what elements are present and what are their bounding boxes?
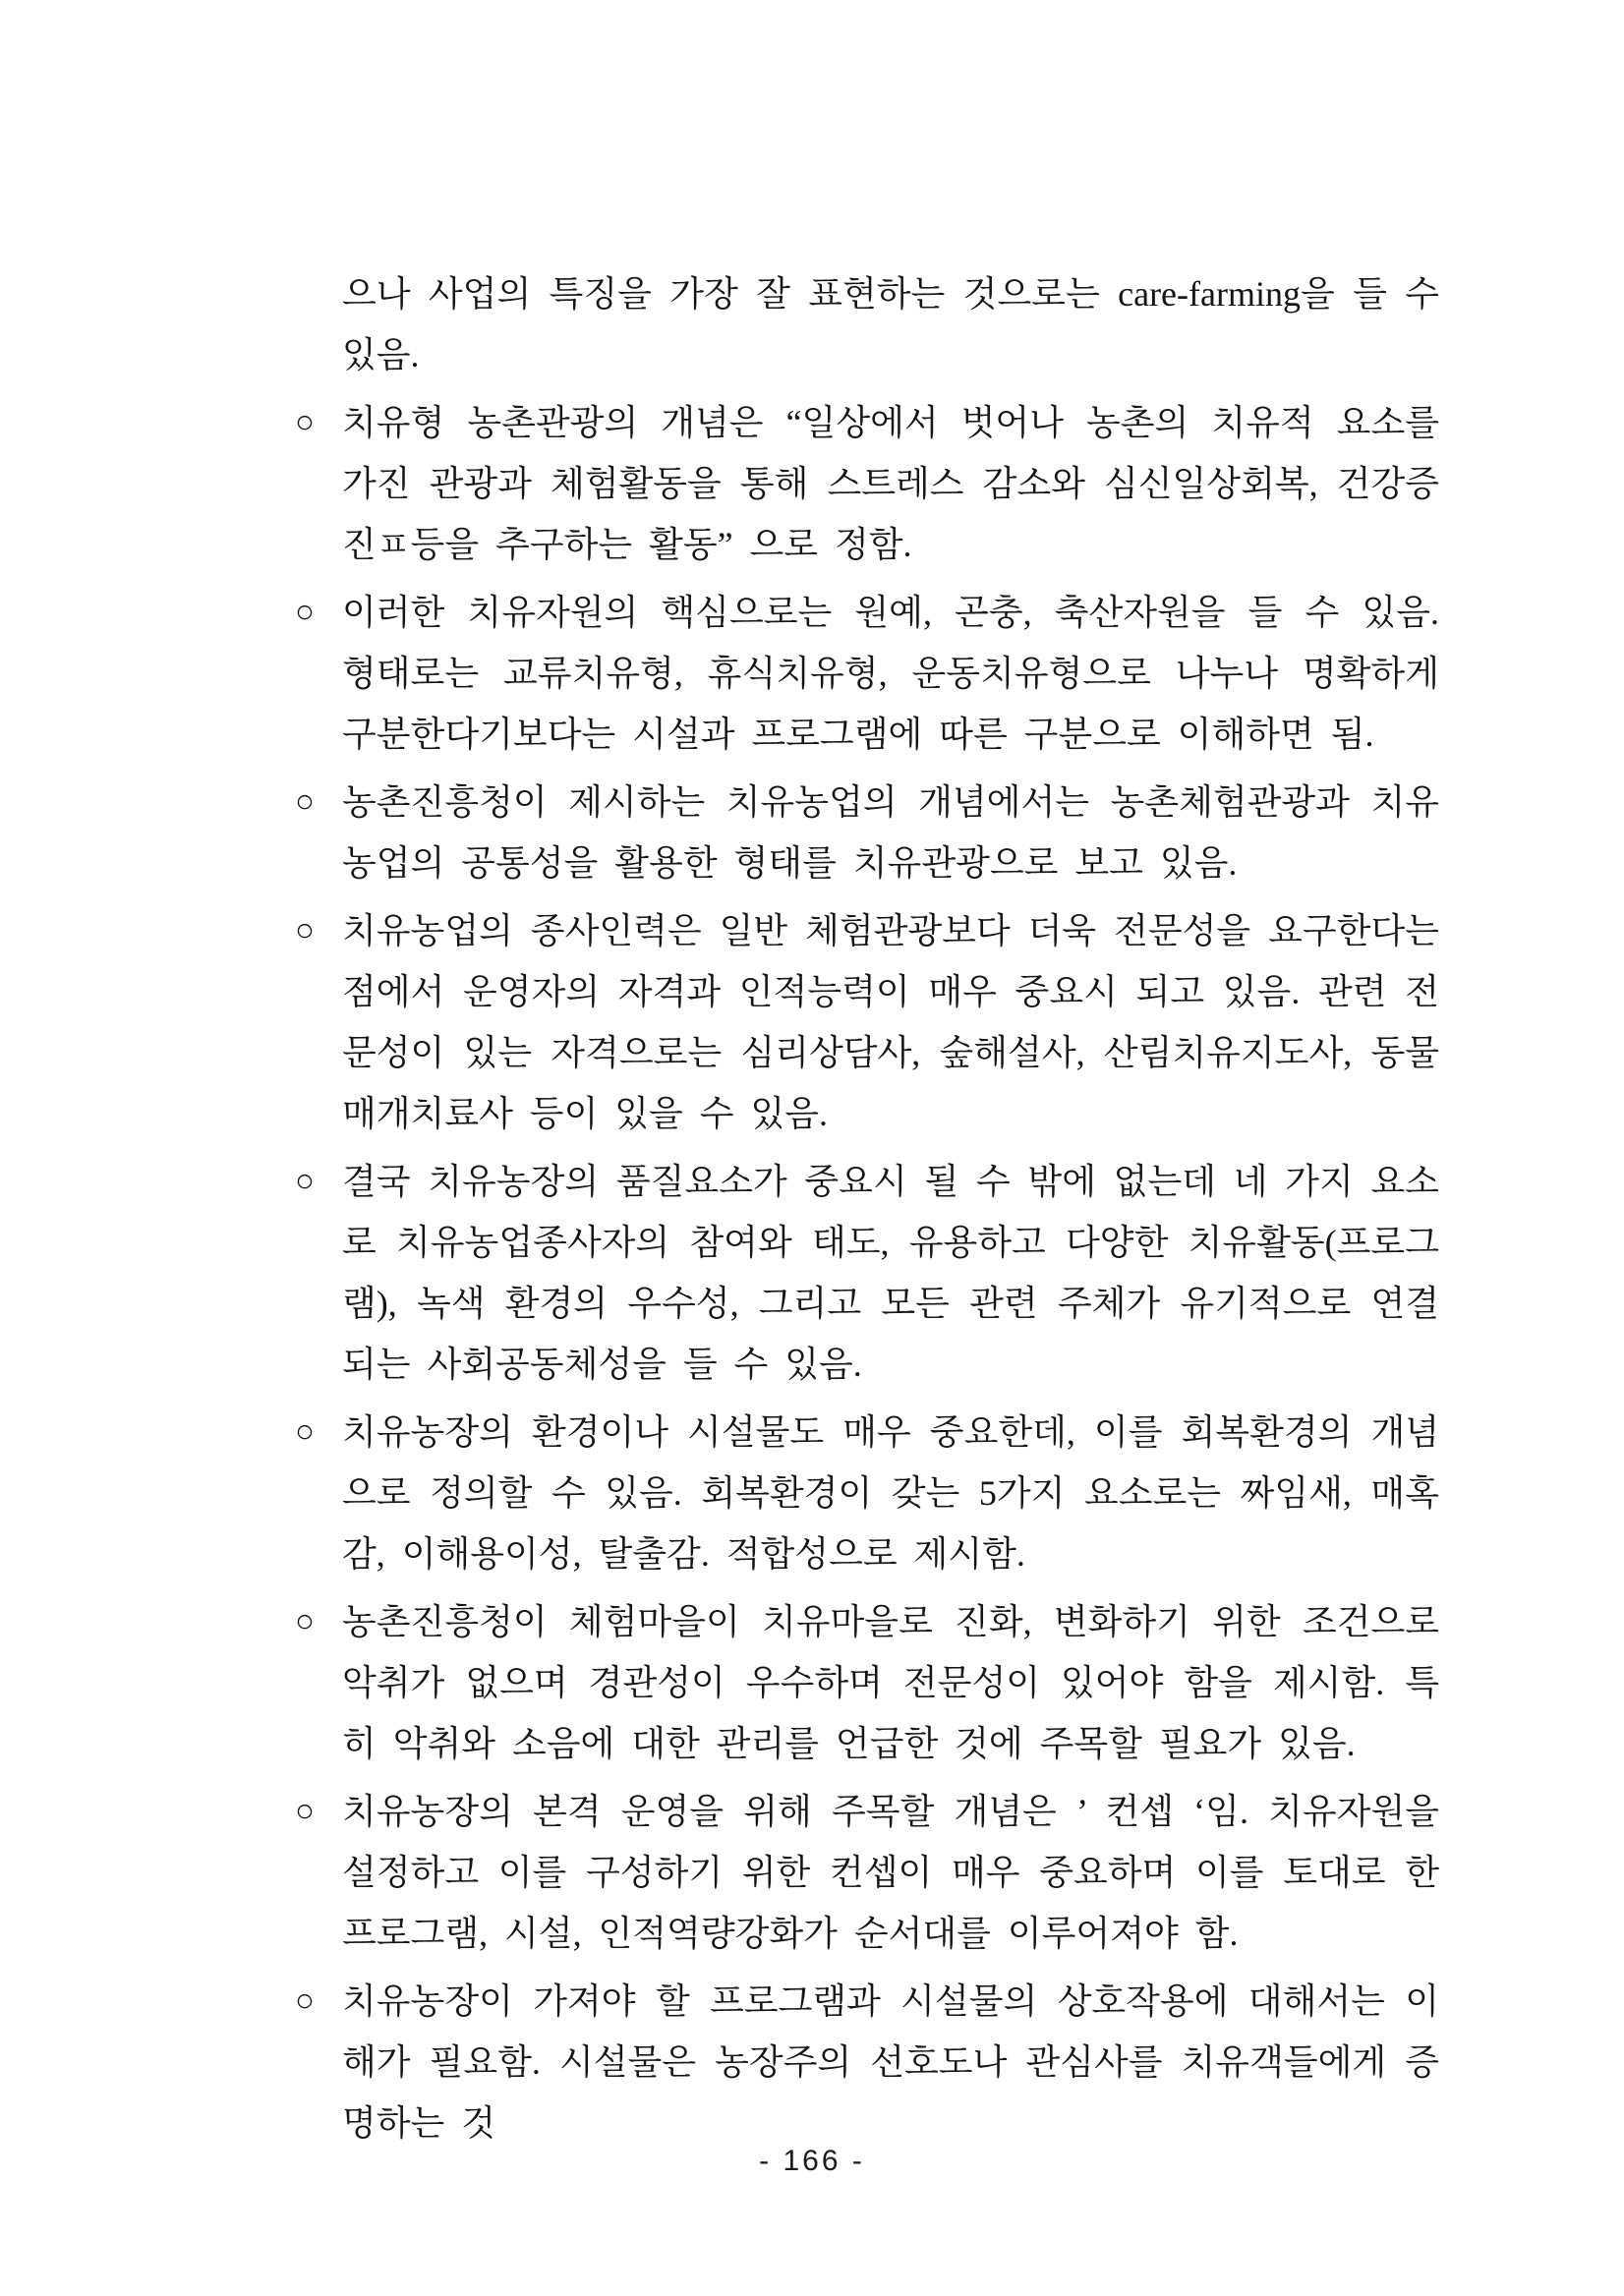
bullet-paragraph xyxy=(295,1402,1439,1584)
bullet-paragraph xyxy=(295,1591,1439,1774)
circle-bullet-icon: ○ xyxy=(295,1164,315,1199)
bullet-paragraph xyxy=(295,392,1439,575)
paragraph-text: 치유농장이 가져야 할 프로그램과 시설물의 상호작용에 대해서는 이해가 필요함. 시설물은 농장주의 선호도나 관심사를 치유객들에게 증명하는 것 xyxy=(342,1981,1439,2143)
paragraph-text: 치유농장의 환경이나 시설물도 매우 중요한데, 이를 회복환경의 개념으로 정의할 수 있음. 회복환경이 갖는 5가지 요소로는 짜임새, 매혹감, 이해용이성, 탈출감. 적합성으로 제시함. xyxy=(342,1412,1439,1574)
paragraph-text: 치유농업의 종사인력은 일반 체험관광보다 더욱 전문성을 요구한다는 점에서 운영자의 자격과 인적능력이 매우 중요시 되고 있음. 관련 전문성이 있는 자격으로는 심리상담사, 숲해설사, 산림치유지도사, 동물매개치료사 등이 있을 수 있음. xyxy=(342,911,1439,1133)
circle-bullet-icon: ○ xyxy=(295,1414,315,1450)
paragraph-text: 치유형 농촌관광의 개념은 “일상에서 벗어나 농촌의 치유적 요소를 가진 관광과 체험활동을 통해 스트레스 감소와 심신일상회복, 건강증진ㅍ등을 추구하는 활동” 으로 정함. xyxy=(342,403,1439,564)
circle-bullet-icon: ○ xyxy=(295,913,315,948)
paragraph-text: 치유농장의 본격 운영을 위해 주목할 개념은 ’ 컨셉 ‘임. 치유자원을 설정하고 이를 구성하기 위한 컨셉이 매우 중요하며 이를 토대로 한 프로그램, 시설, 인적역량강화가 순서대를 이루어져야 함. xyxy=(342,1792,1439,1953)
circle-bullet-icon: ○ xyxy=(295,1794,315,1829)
page-number: - 166 - xyxy=(759,2145,865,2177)
circle-bullet-icon: ○ xyxy=(295,1604,315,1639)
page-content xyxy=(295,263,1439,2160)
bullet-paragraph xyxy=(295,900,1439,1144)
paragraph-text: 농촌진흥청이 제시하는 치유농업의 개념에서는 농촌체험관광과 치유농업의 공통성을 활용한 형태를 치유관광으로 보고 있음. xyxy=(342,782,1439,883)
paragraph-text: 결국 치유농장의 품질요소가 중요시 될 수 밖에 없는데 네 가지 요소로 치유농업종사자의 참여와 태도, 유용하고 다양한 치유활동(프로그램), 녹색 환경의 우수성, 그리고 모든 관련 주체가 유기적으로 연결되는 사회공동체성을 들 수 있음. xyxy=(342,1162,1439,1384)
bullet-paragraph xyxy=(295,1151,1439,1395)
paragraph-text: 이러한 치유자원의 핵심으로는 원예, 곤충, 축산자원을 들 수 있음. 형태로는 교류치유형, 휴식치유형, 운동치유형으로 나누나 명확하게 구분한다기보다는 시설과 프로그램에 따른 구분으로 이해하면 됨. xyxy=(342,593,1439,754)
bullet-paragraph xyxy=(295,1781,1439,1964)
circle-bullet-icon: ○ xyxy=(295,405,315,440)
paragraph-text: 농촌진흥청이 체험마을이 치유마을로 진화, 변화하기 위한 조건으로 악취가 없으며 경관성이 우수하며 전문성이 있어야 함을 제시함. 특히 악취와 소음에 대한 관리를 언급한 것에 주목할 필요가 있음. xyxy=(342,1602,1439,1763)
circle-bullet-icon: ○ xyxy=(295,1983,315,2019)
circle-bullet-icon: ○ xyxy=(295,595,315,630)
bullet-paragraph xyxy=(295,772,1439,893)
paragraph-continuation xyxy=(295,263,1439,385)
bullet-paragraph xyxy=(295,1971,1439,2153)
paragraph-text: 으나 사업의 특징을 가장 잘 표현하는 것으로는 care-farming을 들 수 있음. xyxy=(342,274,1439,374)
circle-bullet-icon: ○ xyxy=(295,784,315,820)
bullet-paragraph xyxy=(295,582,1439,765)
